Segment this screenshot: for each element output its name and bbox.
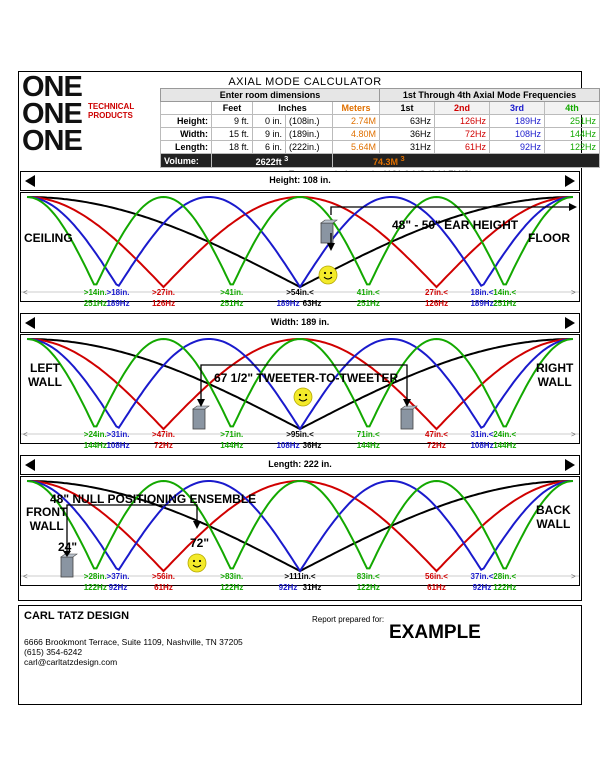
front-speaker-icon-top	[61, 554, 77, 557]
logo-sub-2: PRODUCTS	[88, 111, 133, 120]
row-volume	[161, 154, 600, 168]
height-meters: 2.74M	[333, 115, 380, 128]
mode-3-curve	[27, 197, 573, 287]
node-position-label: >56in.	[152, 572, 175, 581]
width-feet-input[interactable]: 15 ft.	[212, 128, 253, 141]
ruler-end: >	[571, 572, 576, 581]
ear-height-note: 48" - 50" EAR HEIGHT	[392, 218, 519, 232]
col-3rd: 3rd	[490, 102, 545, 115]
node-frequency-label: 144Hz	[356, 441, 380, 450]
node-position-label: >31in.	[106, 430, 130, 439]
tweeter-note: 67 1/2" TWEETER-TO-TWEETER	[214, 371, 399, 385]
ruler-start: <	[23, 288, 28, 297]
node-position-label: 18in.<	[470, 288, 494, 297]
col-inches: Inches	[253, 102, 333, 115]
front-wall-line-1: FRONT	[26, 505, 68, 519]
row-length	[161, 141, 600, 154]
listener-smiley-icon-eye	[305, 394, 307, 396]
left-wall-line-2: WALL	[28, 375, 62, 389]
ruler-start: <	[23, 430, 28, 439]
node-position-label: 71in.<	[356, 430, 380, 439]
front-wall-label	[26, 505, 67, 533]
node-frequency-label: 189Hz	[276, 299, 300, 308]
node-frequency-label: 108Hz	[106, 441, 130, 450]
node-position-label: >71in.	[220, 430, 244, 439]
height-4th: 251Hz	[545, 115, 600, 128]
logo-sub-1: TECHNICAL	[88, 102, 135, 111]
width-meters: 4.80M	[333, 128, 380, 141]
node-position-label: 27in.<	[425, 288, 448, 297]
prepared-for-label: Report prepared for:	[312, 615, 385, 624]
height-bar-label: Height: 108 in.	[269, 175, 331, 185]
height-3rd: 189Hz	[490, 115, 545, 128]
height-inches-input[interactable]: 0 in.	[253, 115, 286, 128]
node-position-label: 56in.<	[425, 572, 448, 581]
length-inches-input[interactable]: 6 in.	[253, 141, 286, 154]
back-wall-line-1: BACK	[536, 503, 571, 517]
length-dimension-bar	[20, 455, 580, 475]
logo-line-3: ONE	[22, 125, 82, 157]
node-frequency-label: 92Hz	[278, 583, 298, 592]
client-name: EXAMPLE	[389, 622, 481, 643]
width-3rd: 108Hz	[490, 128, 545, 141]
height-1st: 63Hz	[380, 115, 435, 128]
freq-header: 1st Through 4th Axial Mode Frequencies	[380, 89, 600, 102]
row-label: Height:	[161, 115, 212, 128]
width-1st: 36Hz	[380, 128, 435, 141]
node-position-label: >54in.<	[286, 288, 314, 297]
node-position-label: 83in.<	[356, 572, 380, 581]
back-wall-line-2: WALL	[536, 517, 571, 531]
report-footer	[18, 605, 582, 705]
logo-line-1: ONE	[22, 71, 82, 103]
listener-smiley-icon	[188, 554, 206, 572]
node-position-label: >27in.	[152, 288, 175, 297]
node-frequency-label: 31Hz	[302, 583, 322, 592]
volume-m	[333, 154, 600, 168]
volume-label: Volume:	[161, 154, 212, 168]
ceiling-label: CEILING	[24, 231, 73, 245]
node-frequency-label: 61Hz	[154, 583, 173, 592]
right-arrow-icon	[565, 175, 575, 187]
node-position-label: >41in.	[220, 288, 244, 297]
width-inches-input[interactable]: 9 in.	[253, 128, 286, 141]
company-name: CARL TATZ DESIGN	[24, 610, 130, 622]
listener-smiley-icon-eye	[324, 272, 326, 274]
one-on-one-logo	[22, 71, 152, 168]
node-frequency-label: 251Hz	[493, 299, 517, 308]
company-phone: (615) 354-6242	[24, 647, 83, 657]
listener-smiley-icon	[294, 388, 312, 406]
ruler-start: <	[23, 572, 28, 581]
node-frequency-label: 251Hz	[356, 299, 380, 308]
width-panel	[20, 334, 580, 450]
width-2nd: 72Hz	[435, 128, 490, 141]
dimensions-table	[160, 88, 600, 180]
node-position-label: 41in.<	[356, 288, 380, 297]
length-meters: 5.64M	[333, 141, 380, 154]
node-frequency-label: 92Hz	[472, 583, 492, 592]
node-frequency-label: 63Hz	[302, 299, 322, 308]
right-speaker-icon	[401, 409, 413, 429]
node-position-label: 37in.<	[470, 572, 494, 581]
height-mode-diagram	[21, 193, 579, 308]
listener-smiley-icon	[319, 266, 337, 284]
node-position-label: >111in.<	[284, 572, 316, 581]
node-position-label: 24in.<	[493, 430, 517, 439]
width-mode-diagram	[21, 335, 579, 450]
height-feet-input[interactable]: 9 ft.	[212, 115, 253, 128]
front-speaker-icon	[61, 557, 73, 577]
right-wall-label	[536, 361, 573, 389]
node-position-label: >37in.	[106, 572, 130, 581]
back-wall-label	[536, 503, 571, 531]
height-panel	[20, 192, 580, 308]
width-bar-label: Width: 189 in.	[270, 317, 330, 327]
node-position-label: >28in.	[83, 572, 107, 581]
node-frequency-label: 122Hz	[220, 583, 244, 592]
node-frequency-label: 61Hz	[427, 583, 446, 592]
right-arrow-icon	[565, 459, 575, 471]
node-frequency-label: 122Hz	[493, 583, 517, 592]
length-1st: 31Hz	[380, 141, 435, 154]
dimensions-table-wrapper	[160, 88, 600, 180]
node-position-label: >24in.	[83, 430, 107, 439]
node-position-label: 31in.<	[470, 430, 494, 439]
node-position-label: >14in.	[83, 288, 107, 297]
volume-ft	[212, 154, 333, 168]
logo-line-2: ONE	[22, 98, 82, 130]
listener-smiley-icon-eye	[199, 560, 201, 562]
col-4th: 4th	[545, 102, 600, 115]
arrow-head-icon	[193, 521, 201, 529]
node-frequency-label: 144Hz	[220, 441, 244, 450]
col-feet: Feet	[212, 102, 253, 115]
node-frequency-label: 126Hz	[424, 299, 449, 308]
row-width	[161, 128, 600, 141]
node-position-label: >18in.	[106, 288, 130, 297]
node-frequency-label: 108Hz	[470, 441, 494, 450]
left-wall-line-1: LEFT	[30, 361, 60, 375]
node-position-label: 28in.<	[493, 572, 517, 581]
volume-ft-value: 2622ft	[255, 157, 282, 167]
node-position-label: 47in.<	[425, 430, 448, 439]
front-wall-line-2: WALL	[29, 519, 64, 533]
distance-24-label: 24"	[58, 540, 78, 554]
width-total: (189in.)	[286, 128, 333, 141]
length-4th: 122Hz	[545, 141, 600, 154]
col-meters: Meters	[333, 102, 380, 115]
col-1st: 1st	[380, 102, 435, 115]
left-speaker-icon	[193, 409, 205, 429]
node-frequency-label: 251Hz	[220, 299, 244, 308]
width-dimension-bar	[20, 313, 580, 333]
right-wall-line-1: RIGHT	[536, 361, 574, 375]
dims-header: Enter room dimensions	[161, 89, 380, 102]
volume-m-value: 74.3M	[373, 157, 399, 167]
arrow-head-icon	[569, 203, 577, 211]
node-frequency-label: 189Hz	[106, 299, 130, 308]
width-4th: 144Hz	[545, 128, 600, 141]
node-frequency-label: 189Hz	[470, 299, 494, 308]
floor-label: FLOOR	[528, 231, 570, 245]
null-positioning-note: 48" NULL POSITIONING ENSEMBLE	[50, 492, 257, 506]
row-label: Width:	[161, 128, 212, 141]
node-frequency-label: 122Hz	[83, 583, 107, 592]
company-address: 6666 Brookmont Terrace, Suite 1109, Nashville, TN 37205	[24, 637, 243, 647]
node-position-label: 14in.<	[493, 288, 517, 297]
row-label: Length:	[161, 141, 212, 154]
right-speaker-icon-top	[401, 406, 417, 409]
col-2nd: 2nd	[435, 102, 490, 115]
length-bar-label: Length: 222 in.	[268, 459, 332, 469]
node-frequency-label: 92Hz	[108, 583, 128, 592]
height-total: (108in.)	[286, 115, 333, 128]
logo-subtitle	[88, 102, 134, 120]
ear-height-bracket	[331, 207, 569, 215]
listener-smiley-icon-eye	[330, 272, 332, 274]
node-position-label: >83in.	[220, 572, 244, 581]
node-frequency-label: 144Hz	[493, 441, 517, 450]
calculator-title: AXIAL MODE CALCULATOR	[228, 76, 382, 88]
company-email: carl@carltatzdesign.com	[24, 657, 118, 667]
node-frequency-label: 72Hz	[427, 441, 446, 450]
node-position-label: >95in.<	[286, 430, 314, 439]
node-frequency-label: 36Hz	[302, 441, 322, 450]
node-frequency-label: 126Hz	[151, 299, 176, 308]
listener-smiley-icon-eye	[299, 394, 301, 396]
node-frequency-label: 251Hz	[83, 299, 107, 308]
ruler-end: >	[571, 288, 576, 297]
length-total: (222in.)	[286, 141, 333, 154]
right-wall-line-2: WALL	[537, 375, 572, 389]
height-2nd: 126Hz	[435, 115, 490, 128]
ruler-end: >	[571, 430, 576, 439]
contact-block	[24, 637, 243, 667]
length-feet-input[interactable]: 18 ft.	[212, 141, 253, 154]
listener-smiley-icon-eye	[193, 560, 195, 562]
row-height	[161, 115, 600, 128]
volume-ft-exp: 3	[284, 154, 289, 163]
height-dimension-bar	[20, 171, 580, 191]
length-2nd: 61Hz	[435, 141, 490, 154]
node-frequency-label: 72Hz	[154, 441, 173, 450]
node-frequency-label: 144Hz	[83, 441, 107, 450]
node-frequency-label: 122Hz	[356, 583, 380, 592]
node-position-label: >47in.	[152, 430, 175, 439]
volume-m-exp: 3	[400, 154, 405, 163]
node-frequency-label: 108Hz	[276, 441, 300, 450]
blank-cell	[161, 102, 212, 115]
left-wall-label	[28, 361, 62, 389]
right-arrow-icon	[565, 317, 575, 329]
length-3rd: 92Hz	[490, 141, 545, 154]
distance-72-label: 72"	[190, 536, 210, 550]
